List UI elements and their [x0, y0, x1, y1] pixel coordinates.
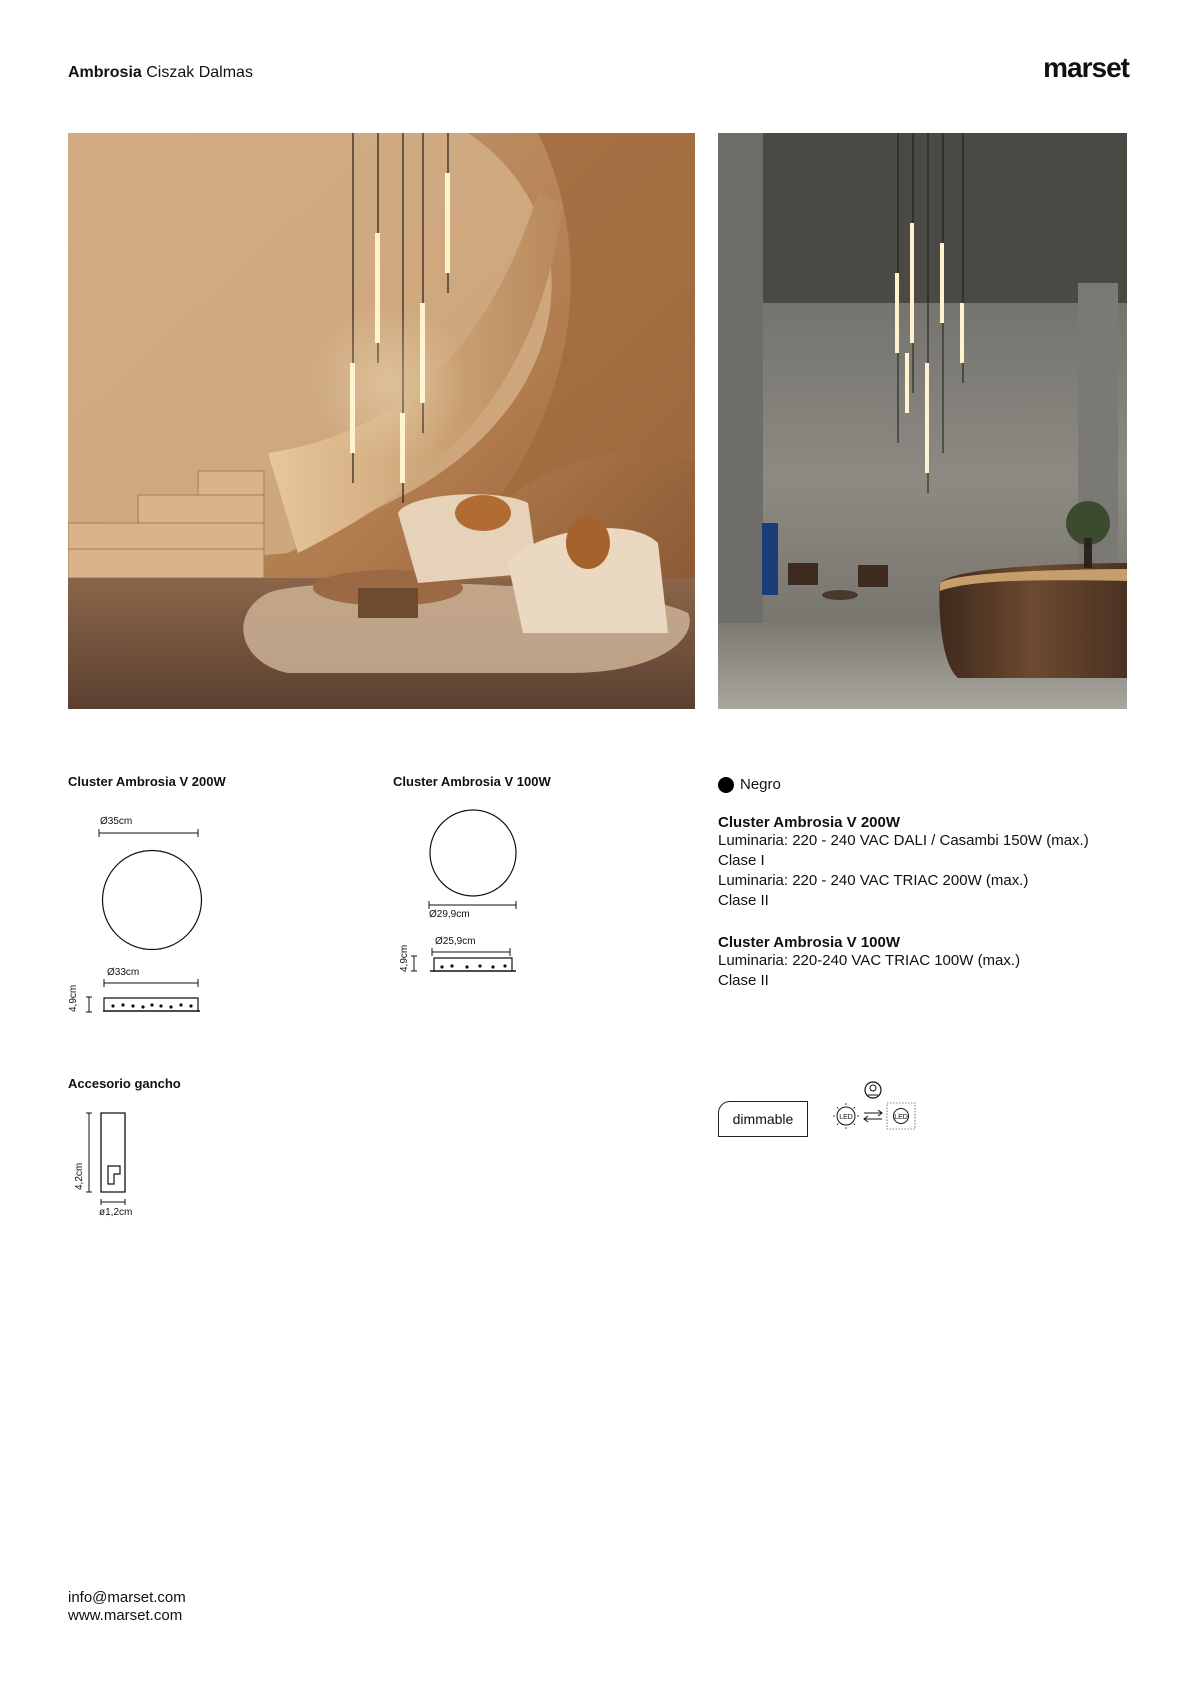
finish-swatch-row	[718, 776, 781, 793]
color-name: Negro	[740, 776, 781, 793]
staircase-scene-illustration	[68, 133, 695, 709]
lobby-scene-illustration	[718, 133, 1127, 709]
dim-v100-diameter-canopy: Ø25,9cm	[435, 936, 476, 947]
spec-line: Luminaria: 220 - 240 VAC DALI / Casambi 150W (max.)	[718, 832, 1089, 849]
dim-v100-height: 4,9cm	[399, 944, 410, 972]
dim-v100-diameter-top: Ø29,9cm	[429, 909, 470, 920]
plan-circle-v200	[100, 848, 204, 952]
footer-email[interactable]: info@marset.com	[68, 1589, 186, 1606]
plan-circle-v100	[428, 808, 518, 898]
product-header	[68, 64, 253, 82]
drawing-title-v100: Cluster Ambrosia V 100W	[393, 774, 551, 789]
spec-block-v200	[718, 814, 1089, 911]
brand-logo: marset	[1043, 52, 1129, 83]
dim-line-v200-height	[85, 996, 93, 1014]
dim-v200-height: 4,9cm	[68, 984, 79, 1012]
drawing-title-hook: Accesorio gancho	[68, 1076, 181, 1091]
led-label-right: LED	[894, 1114, 908, 1121]
photo-staircase-lounge	[68, 133, 695, 709]
color-swatch	[718, 777, 734, 793]
spec-block-v100	[718, 934, 1020, 991]
elevation-v100	[430, 948, 518, 974]
dimmable-badge: dimmable	[718, 1101, 808, 1137]
photo-lobby-reception	[718, 133, 1127, 709]
dim-line-v200-top	[98, 828, 204, 838]
led-label-left: LED	[839, 1114, 853, 1121]
designer-name: Ciszak Dalmas	[146, 64, 253, 81]
hook-drawing	[84, 1112, 130, 1208]
spec-line: Clase I	[718, 852, 765, 869]
spec-line: Clase II	[718, 892, 769, 909]
dim-v200-diameter-canopy: Ø33cm	[107, 967, 140, 978]
footer-website[interactable]: www.marset.com	[68, 1607, 183, 1624]
drawing-title-v200: Cluster Ambrosia V 200W	[68, 774, 226, 789]
dim-v200-diameter-top: Ø35cm	[100, 816, 133, 827]
dim-hook-height: 4,2cm	[74, 1162, 85, 1190]
led-switch-icon	[832, 1080, 918, 1132]
dim-line-v100-height	[410, 955, 418, 973]
spec-title-v100: Cluster Ambrosia V 100W	[718, 934, 900, 951]
spec-line: Luminaria: 220-240 VAC TRIAC 100W (max.)	[718, 952, 1021, 969]
spec-title-v200: Cluster Ambrosia V 200W	[718, 814, 900, 831]
elevation-v200	[103, 978, 201, 1014]
product-name: Ambrosia	[68, 64, 142, 81]
dim-hook-diameter: ø1,2cm	[99, 1207, 133, 1218]
spec-line: Clase II	[718, 972, 769, 989]
spec-line: Luminaria: 220 - 240 VAC TRIAC 200W (max.)	[718, 872, 1029, 889]
